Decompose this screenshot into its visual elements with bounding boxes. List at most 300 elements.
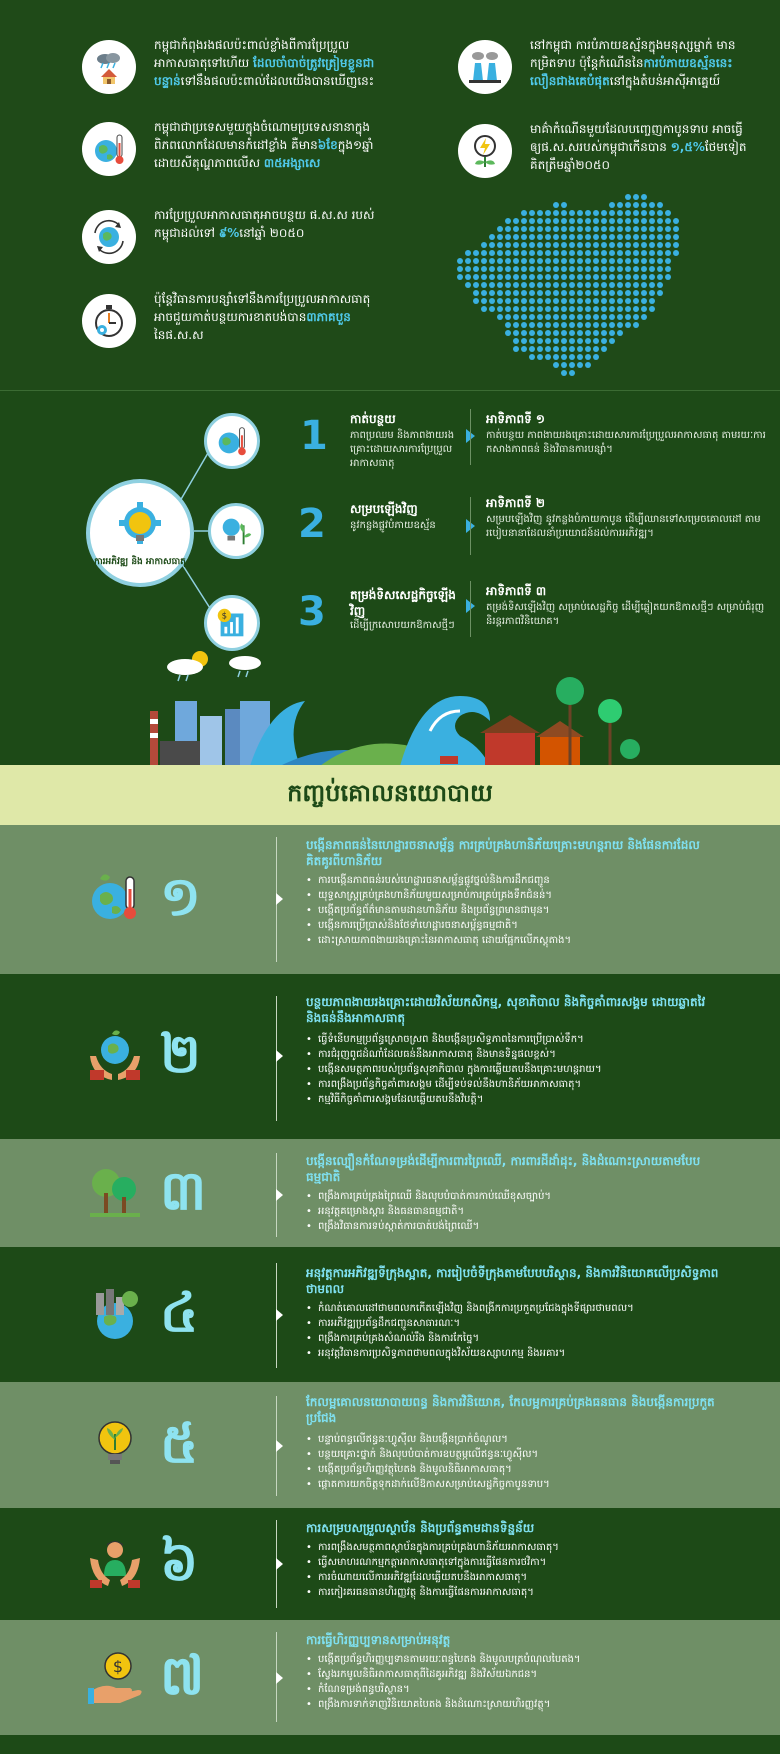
list-item: • ផ្តោតការយកចិត្តទុកដាក់លើឱកាសសម្រាប់សេដ្ឋកិច្ចកាបូនទាប។ — [306, 1477, 746, 1492]
policy-row — [0, 1139, 780, 1247]
map-dot — [657, 242, 663, 248]
earth-thermometer-icon — [86, 869, 144, 927]
map-dot — [481, 290, 487, 296]
policy-row — [0, 974, 780, 1139]
fact-item — [82, 206, 382, 264]
map-dot — [649, 282, 655, 288]
fact-item — [458, 120, 748, 178]
pillars-section — [0, 390, 780, 765]
map-dot — [537, 314, 543, 320]
map-dot — [537, 354, 543, 360]
map-dot — [553, 202, 559, 208]
map-dot — [601, 242, 607, 248]
map-dot — [513, 346, 519, 352]
map-dot — [633, 218, 639, 224]
map-dot — [673, 226, 679, 232]
map-dot — [505, 266, 511, 272]
map-dot — [649, 290, 655, 296]
priority-text: សម្របឡើងវិញ នូវកន្លងបំភាយកាបូន ដើម្បីឈានទៅសម្រេចគោលដៅ តាមរបៀបនានាដែលនាំប្រយោជន៍ដល់ការអភិវឌ្ឍ។ — [486, 514, 761, 539]
map-dot — [673, 234, 679, 240]
map-dot — [641, 250, 647, 256]
arrow-right-icon — [276, 893, 283, 905]
map-dot — [521, 338, 527, 344]
map-dot — [457, 266, 463, 272]
map-dot — [561, 226, 567, 232]
map-dot — [465, 258, 471, 264]
map-dot — [481, 242, 487, 248]
map-dot — [553, 290, 559, 296]
map-dot — [569, 298, 575, 304]
policy-number: ១ — [160, 865, 201, 928]
map-dot — [641, 210, 647, 216]
map-dot — [617, 330, 623, 336]
map-dot — [633, 234, 639, 240]
map-dot — [473, 258, 479, 264]
map-dot — [481, 266, 487, 272]
fact-item — [82, 36, 382, 94]
map-dot — [505, 314, 511, 320]
map-dot — [529, 306, 535, 312]
map-dot — [641, 258, 647, 264]
map-dot — [601, 338, 607, 344]
map-dot — [569, 242, 575, 248]
map-dot — [561, 282, 567, 288]
pillar-subtitle: ភាពប្រឈម និងភាពងាយរងគ្រោះដោយសារការប្រែប្រួលអាកាសធាតុ — [350, 430, 455, 469]
fact-text: ការប្រែប្រួលអាកាសធាតុអាចបន្ថយ ផ.ស.ស របស់កម្ពុជាដល់ទៅ ៩%នៅឆ្នាំ ២០៥០ — [154, 208, 375, 240]
map-dot — [553, 234, 559, 240]
map-dot — [553, 282, 559, 288]
map-dot — [601, 298, 607, 304]
policy-title: អនុវត្តការអភិវឌ្ឍទីក្រុងស្អាត, ការរៀបចំទីក្រុងតាមបែបបរិស្ថាន, និងការវិនិយោគលើប្រសិទ្ធភាពថាមពល — [306, 1266, 719, 1296]
map-dot — [497, 258, 503, 264]
policy-row — [0, 1382, 780, 1508]
map-dot — [633, 250, 639, 256]
lightbulb-plant-icon — [86, 1416, 144, 1474]
map-dot — [601, 346, 607, 352]
map-dot — [553, 226, 559, 232]
map-dot — [641, 282, 647, 288]
pillar-subtitle: នូវកន្លងផ្លូវបំភាយឧស្ម័ន — [350, 520, 436, 531]
map-dot — [657, 250, 663, 256]
map-dot — [617, 282, 623, 288]
arrow-right-icon — [276, 1672, 283, 1684]
map-dot — [617, 226, 623, 232]
map-dot — [569, 218, 575, 224]
map-dot — [585, 306, 591, 312]
map-dot — [649, 242, 655, 248]
map-dot — [561, 202, 567, 208]
map-dot — [513, 322, 519, 328]
map-dot — [497, 298, 503, 304]
map-dot — [497, 234, 503, 240]
map-dot — [497, 290, 503, 296]
map-dot — [633, 274, 639, 280]
map-dot — [521, 298, 527, 304]
map-dot — [553, 306, 559, 312]
map-dot — [561, 210, 567, 216]
map-dot — [585, 282, 591, 288]
map-dot — [529, 258, 535, 264]
map-dot — [665, 210, 671, 216]
map-dot — [545, 298, 551, 304]
map-dot — [529, 234, 535, 240]
map-dot — [529, 274, 535, 280]
map-dot — [633, 242, 639, 248]
list-item: • ការចំណាយលើការអភិវឌ្ឍដែលឆ្លើយតបនឹងអាកាសធាតុ។ — [306, 1570, 746, 1585]
map-dot — [609, 322, 615, 328]
map-dot — [521, 290, 527, 296]
map-dot — [505, 258, 511, 264]
map-dot — [625, 322, 631, 328]
map-dot — [561, 354, 567, 360]
climate-facts-section — [0, 0, 780, 390]
map-dot — [657, 202, 663, 208]
map-dot — [553, 322, 559, 328]
fact-text: នៅកម្ពុជា ការបំភាយឧស្ម័នក្នុងមនុស្សម្នាក់ មានកម្រិតទាប ប៉ុន្តែកំណើននៃការបំភាយឧស្ម័ននេះ លឿនជាងគេបំផុតនៅក្នុងតំបន់អាស៊ីអាគ្នេយ៍ — [530, 38, 736, 88]
map-dot — [617, 274, 623, 280]
map-dot — [537, 242, 543, 248]
map-dot — [625, 290, 631, 296]
map-dot — [529, 338, 535, 344]
policy-bullets — [306, 1432, 746, 1492]
map-dot — [513, 250, 519, 256]
storm-house-icon — [82, 40, 136, 94]
policy-number: ២ — [160, 1022, 201, 1085]
map-dot — [513, 242, 519, 248]
policy-title: បង្កើនល្បឿនកំណែទម្រង់ដើម្បីការពារព្រៃឈើ, ការពារដីដាំដុះ, និងដំណោះស្រាយតាមបែបធម្មជាតិ — [306, 1154, 701, 1184]
map-dot — [553, 274, 559, 280]
cloud-icon — [229, 656, 261, 670]
map-dot — [609, 306, 615, 312]
map-dot — [577, 210, 583, 216]
map-dot — [601, 266, 607, 272]
map-dot — [569, 346, 575, 352]
map-dot — [617, 290, 623, 296]
map-dot — [585, 266, 591, 272]
cloud-icon — [167, 659, 203, 675]
map-dot — [609, 290, 615, 296]
map-dot — [633, 298, 639, 304]
power-plant-icon — [458, 40, 512, 94]
map-dot — [577, 354, 583, 360]
map-dot — [529, 298, 535, 304]
map-dot — [625, 218, 631, 224]
map-dot — [561, 218, 567, 224]
map-dot — [553, 362, 559, 368]
map-dot — [641, 274, 647, 280]
map-dot — [537, 330, 543, 336]
list-item: • ការអភិវឌ្ឍប្រព័ន្ធដឹកជញ្ជូនសាធារណៈ។ — [306, 1316, 746, 1331]
map-dot — [537, 290, 543, 296]
map-dot — [633, 226, 639, 232]
map-dot — [561, 250, 567, 256]
policy-row — [0, 1247, 780, 1382]
map-dot — [633, 202, 639, 208]
pillar-title: សម្របឡើងវិញ — [350, 502, 418, 516]
map-dot — [585, 338, 591, 344]
map-dot — [513, 282, 519, 288]
list-item: • បន្ថយគ្រោះថ្នាក់ និងលុបបំបាត់ការឧបត្ថម្ភលើឥន្ធនៈហ្វូស៊ីល។ — [306, 1447, 746, 1462]
list-item: • ស្វែងរកមូលនិធិអាកាសធាតុពីដៃគូអភិវឌ្ឍ និងវិស័យឯកជន។ — [306, 1667, 746, 1682]
map-dot — [481, 306, 487, 312]
map-dot — [593, 218, 599, 224]
map-dot — [537, 338, 543, 344]
map-dot — [537, 346, 543, 352]
map-dot — [625, 250, 631, 256]
map-dot — [593, 306, 599, 312]
hands-earth-icon — [86, 1026, 144, 1084]
map-dot — [665, 242, 671, 248]
map-dot — [569, 370, 575, 376]
map-dot — [561, 258, 567, 264]
map-dot — [569, 226, 575, 232]
map-dot — [545, 330, 551, 336]
map-dot — [473, 250, 479, 256]
map-dot — [529, 290, 535, 296]
map-dot — [561, 370, 567, 376]
map-dot — [625, 298, 631, 304]
map-dot — [561, 314, 567, 320]
map-dot — [641, 298, 647, 304]
map-dot — [569, 234, 575, 240]
city-earth-icon — [86, 1285, 144, 1343]
map-dot — [641, 202, 647, 208]
map-dot — [569, 274, 575, 280]
map-dot — [617, 218, 623, 224]
map-dot — [641, 290, 647, 296]
map-dot — [657, 218, 663, 224]
map-dot — [593, 274, 599, 280]
map-dot — [529, 266, 535, 272]
map-dot — [569, 338, 575, 344]
map-dot — [497, 306, 503, 312]
map-dot — [537, 306, 543, 312]
map-dot — [489, 274, 495, 280]
map-dot — [553, 218, 559, 224]
map-dot — [545, 354, 551, 360]
map-dot — [673, 250, 679, 256]
map-dot — [665, 218, 671, 224]
map-dot — [561, 346, 567, 352]
map-dot — [529, 322, 535, 328]
policy-title: ការសម្របសម្រួលស្ថាប័ន និងប្រព័ន្ធតាមដានទិន្នន័យ — [306, 1521, 535, 1535]
map-dot — [521, 346, 527, 352]
map-dot — [641, 306, 647, 312]
map-dot — [521, 234, 527, 240]
map-dot — [625, 194, 631, 200]
map-dot — [649, 306, 655, 312]
map-dot — [649, 250, 655, 256]
map-dot — [553, 210, 559, 216]
map-dot — [577, 330, 583, 336]
map-dot — [649, 218, 655, 224]
map-dot — [513, 298, 519, 304]
arrow-right-icon — [276, 1309, 283, 1321]
map-dot — [649, 202, 655, 208]
map-dot — [585, 314, 591, 320]
map-dot — [577, 306, 583, 312]
map-dot — [641, 266, 647, 272]
bulb-leaf-icon — [208, 503, 264, 559]
map-dot — [489, 282, 495, 288]
map-dot — [577, 218, 583, 224]
map-dot — [537, 226, 543, 232]
person-hands-icon — [86, 1534, 144, 1592]
svg-text:$: $ — [112, 1657, 124, 1676]
policy-bullets — [306, 1540, 746, 1600]
map-dot — [593, 226, 599, 232]
map-dot — [649, 298, 655, 304]
map-dot — [537, 258, 543, 264]
map-dot — [465, 250, 471, 256]
map-dot — [505, 226, 511, 232]
map-dot — [649, 234, 655, 240]
map-dot — [649, 274, 655, 280]
map-dot — [657, 210, 663, 216]
map-dot — [497, 242, 503, 248]
map-dot — [641, 226, 647, 232]
map-dot — [457, 274, 463, 280]
map-dot — [609, 298, 615, 304]
gear-bulb-icon — [112, 499, 168, 555]
map-dot — [633, 306, 639, 312]
map-dot — [521, 322, 527, 328]
list-item: • កម្មវិធីកិច្ចគាំពារសង្គមដែលឆ្លើយតបនឹងវិបត្តិ។ — [306, 1092, 746, 1107]
list-item: • ការជំរុញពូជដំណាំដែលធន់នឹងអាកាសធាតុ និងមានទិន្នផលខ្ពស់។ — [306, 1047, 746, 1062]
map-dot — [585, 322, 591, 328]
divider — [470, 581, 471, 637]
map-dot — [609, 258, 615, 264]
priority-text: តម្រង់ទិសឡើងវិញ សម្រាប់សេដ្ឋកិច្ច ដើម្បីឆ្លៀតយកឱកាសថ្មីៗ សម្រាប់ជំរុញនិរន្តរភាពវិនិយោគ។ — [486, 602, 765, 627]
map-dot — [657, 290, 663, 296]
map-dot — [553, 314, 559, 320]
map-dot — [649, 258, 655, 264]
map-dot — [601, 226, 607, 232]
map-dot — [545, 322, 551, 328]
map-dot — [545, 282, 551, 288]
map-dot — [473, 290, 479, 296]
map-dot — [497, 226, 503, 232]
priority-title: អាទិភាពទី ៣ — [486, 584, 547, 598]
map-dot — [593, 234, 599, 240]
map-dot — [537, 298, 543, 304]
map-dot — [649, 226, 655, 232]
map-dot — [553, 346, 559, 352]
map-dot — [609, 330, 615, 336]
map-dot — [625, 282, 631, 288]
map-dot — [593, 250, 599, 256]
map-dot — [601, 234, 607, 240]
map-dot — [633, 258, 639, 264]
map-dot — [457, 258, 463, 264]
map-dot — [529, 242, 535, 248]
map-dot — [529, 314, 535, 320]
map-dot — [601, 322, 607, 328]
policy-title: បន្ថយភាពងាយរងគ្រោះដោយវិស័យកសិកម្ម, សុខាភិបាល និងកិច្ចគាំពារសង្គម ដោយឆ្លាតវៃ និងធន់នឹងអាកាសធាតុ — [306, 995, 706, 1025]
earth-cycle-icon — [82, 210, 136, 264]
map-dot — [601, 330, 607, 336]
map-dot — [529, 330, 535, 336]
policy-number: ៧ — [160, 1644, 205, 1707]
map-dot — [545, 250, 551, 256]
map-dot — [553, 338, 559, 344]
map-dot — [545, 290, 551, 296]
map-dot — [521, 258, 527, 264]
map-dot — [625, 226, 631, 232]
map-dot — [657, 226, 663, 232]
map-dot — [593, 242, 599, 248]
map-dot — [473, 266, 479, 272]
map-dot — [601, 250, 607, 256]
map-dot — [561, 242, 567, 248]
policy-package-title: កញ្ចប់គោលនយោបាយ — [287, 778, 493, 807]
map-dot — [569, 362, 575, 368]
map-dot — [521, 210, 527, 216]
map-dot — [513, 314, 519, 320]
map-dot — [625, 258, 631, 264]
map-dot — [505, 322, 511, 328]
map-dot — [617, 210, 623, 216]
map-dot — [641, 218, 647, 224]
policy-bullets — [306, 873, 746, 948]
map-dot — [545, 338, 551, 344]
map-dot — [489, 234, 495, 240]
list-item: • យុទ្ធសាស្ត្រគ្រប់គ្រងហានិភ័យមួយសម្រាប់ការគ្រប់គ្រងទឹកជំនន់។ — [306, 888, 746, 903]
map-dot — [633, 210, 639, 216]
map-dot — [513, 234, 519, 240]
map-dot — [617, 258, 623, 264]
policy-title: កែលម្អគោលនយោបាយពន្ធ និងការវិនិយោគ, កែលម្អការគ្រប់គ្រងធនធាន និងបង្កើនការប្រកួតប្រជែង — [306, 1395, 715, 1425]
map-dot — [641, 194, 647, 200]
map-dot — [569, 314, 575, 320]
map-dot — [505, 234, 511, 240]
map-dot — [497, 266, 503, 272]
map-dot — [489, 306, 495, 312]
map-dot — [593, 330, 599, 336]
map-dot — [545, 226, 551, 232]
map-dot — [625, 314, 631, 320]
map-dot — [641, 314, 647, 320]
list-item: • ពង្រឹងការគ្រប់គ្រងព្រៃឈើ និងលុបបំបាត់ការកាប់ឈើខុសច្បាប់។ — [306, 1189, 746, 1204]
map-dot — [489, 298, 495, 304]
map-dot — [585, 250, 591, 256]
trees-icon — [86, 1163, 144, 1221]
map-dot — [545, 210, 551, 216]
list-item: • បន្ទាប់ពន្ធលើឥន្ធនៈហ្វូស៊ីល និងបង្កើនប្រាក់ចំណូល។ — [306, 1432, 746, 1447]
palm-tree-icon — [598, 699, 622, 723]
map-dot — [529, 210, 535, 216]
map-dot — [521, 250, 527, 256]
map-dot — [617, 250, 623, 256]
map-dot — [593, 290, 599, 296]
map-dot — [673, 218, 679, 224]
map-dot — [577, 290, 583, 296]
map-dot — [617, 266, 623, 272]
map-dot — [633, 314, 639, 320]
map-dot — [529, 282, 535, 288]
map-dot — [553, 258, 559, 264]
policy-number: ៥ — [160, 1412, 199, 1475]
map-dot — [481, 258, 487, 264]
map-dot — [497, 314, 503, 320]
list-item: • ពង្រឹងការទាក់ទាញវិនិយោគបៃតង និងដំណោះស្រាយហិរញ្ញវត្ថុ។ — [306, 1697, 746, 1712]
map-dot — [585, 346, 591, 352]
map-dot — [657, 274, 663, 280]
map-dot — [569, 258, 575, 264]
map-dot — [625, 234, 631, 240]
map-dot — [537, 266, 543, 272]
map-dot — [625, 210, 631, 216]
